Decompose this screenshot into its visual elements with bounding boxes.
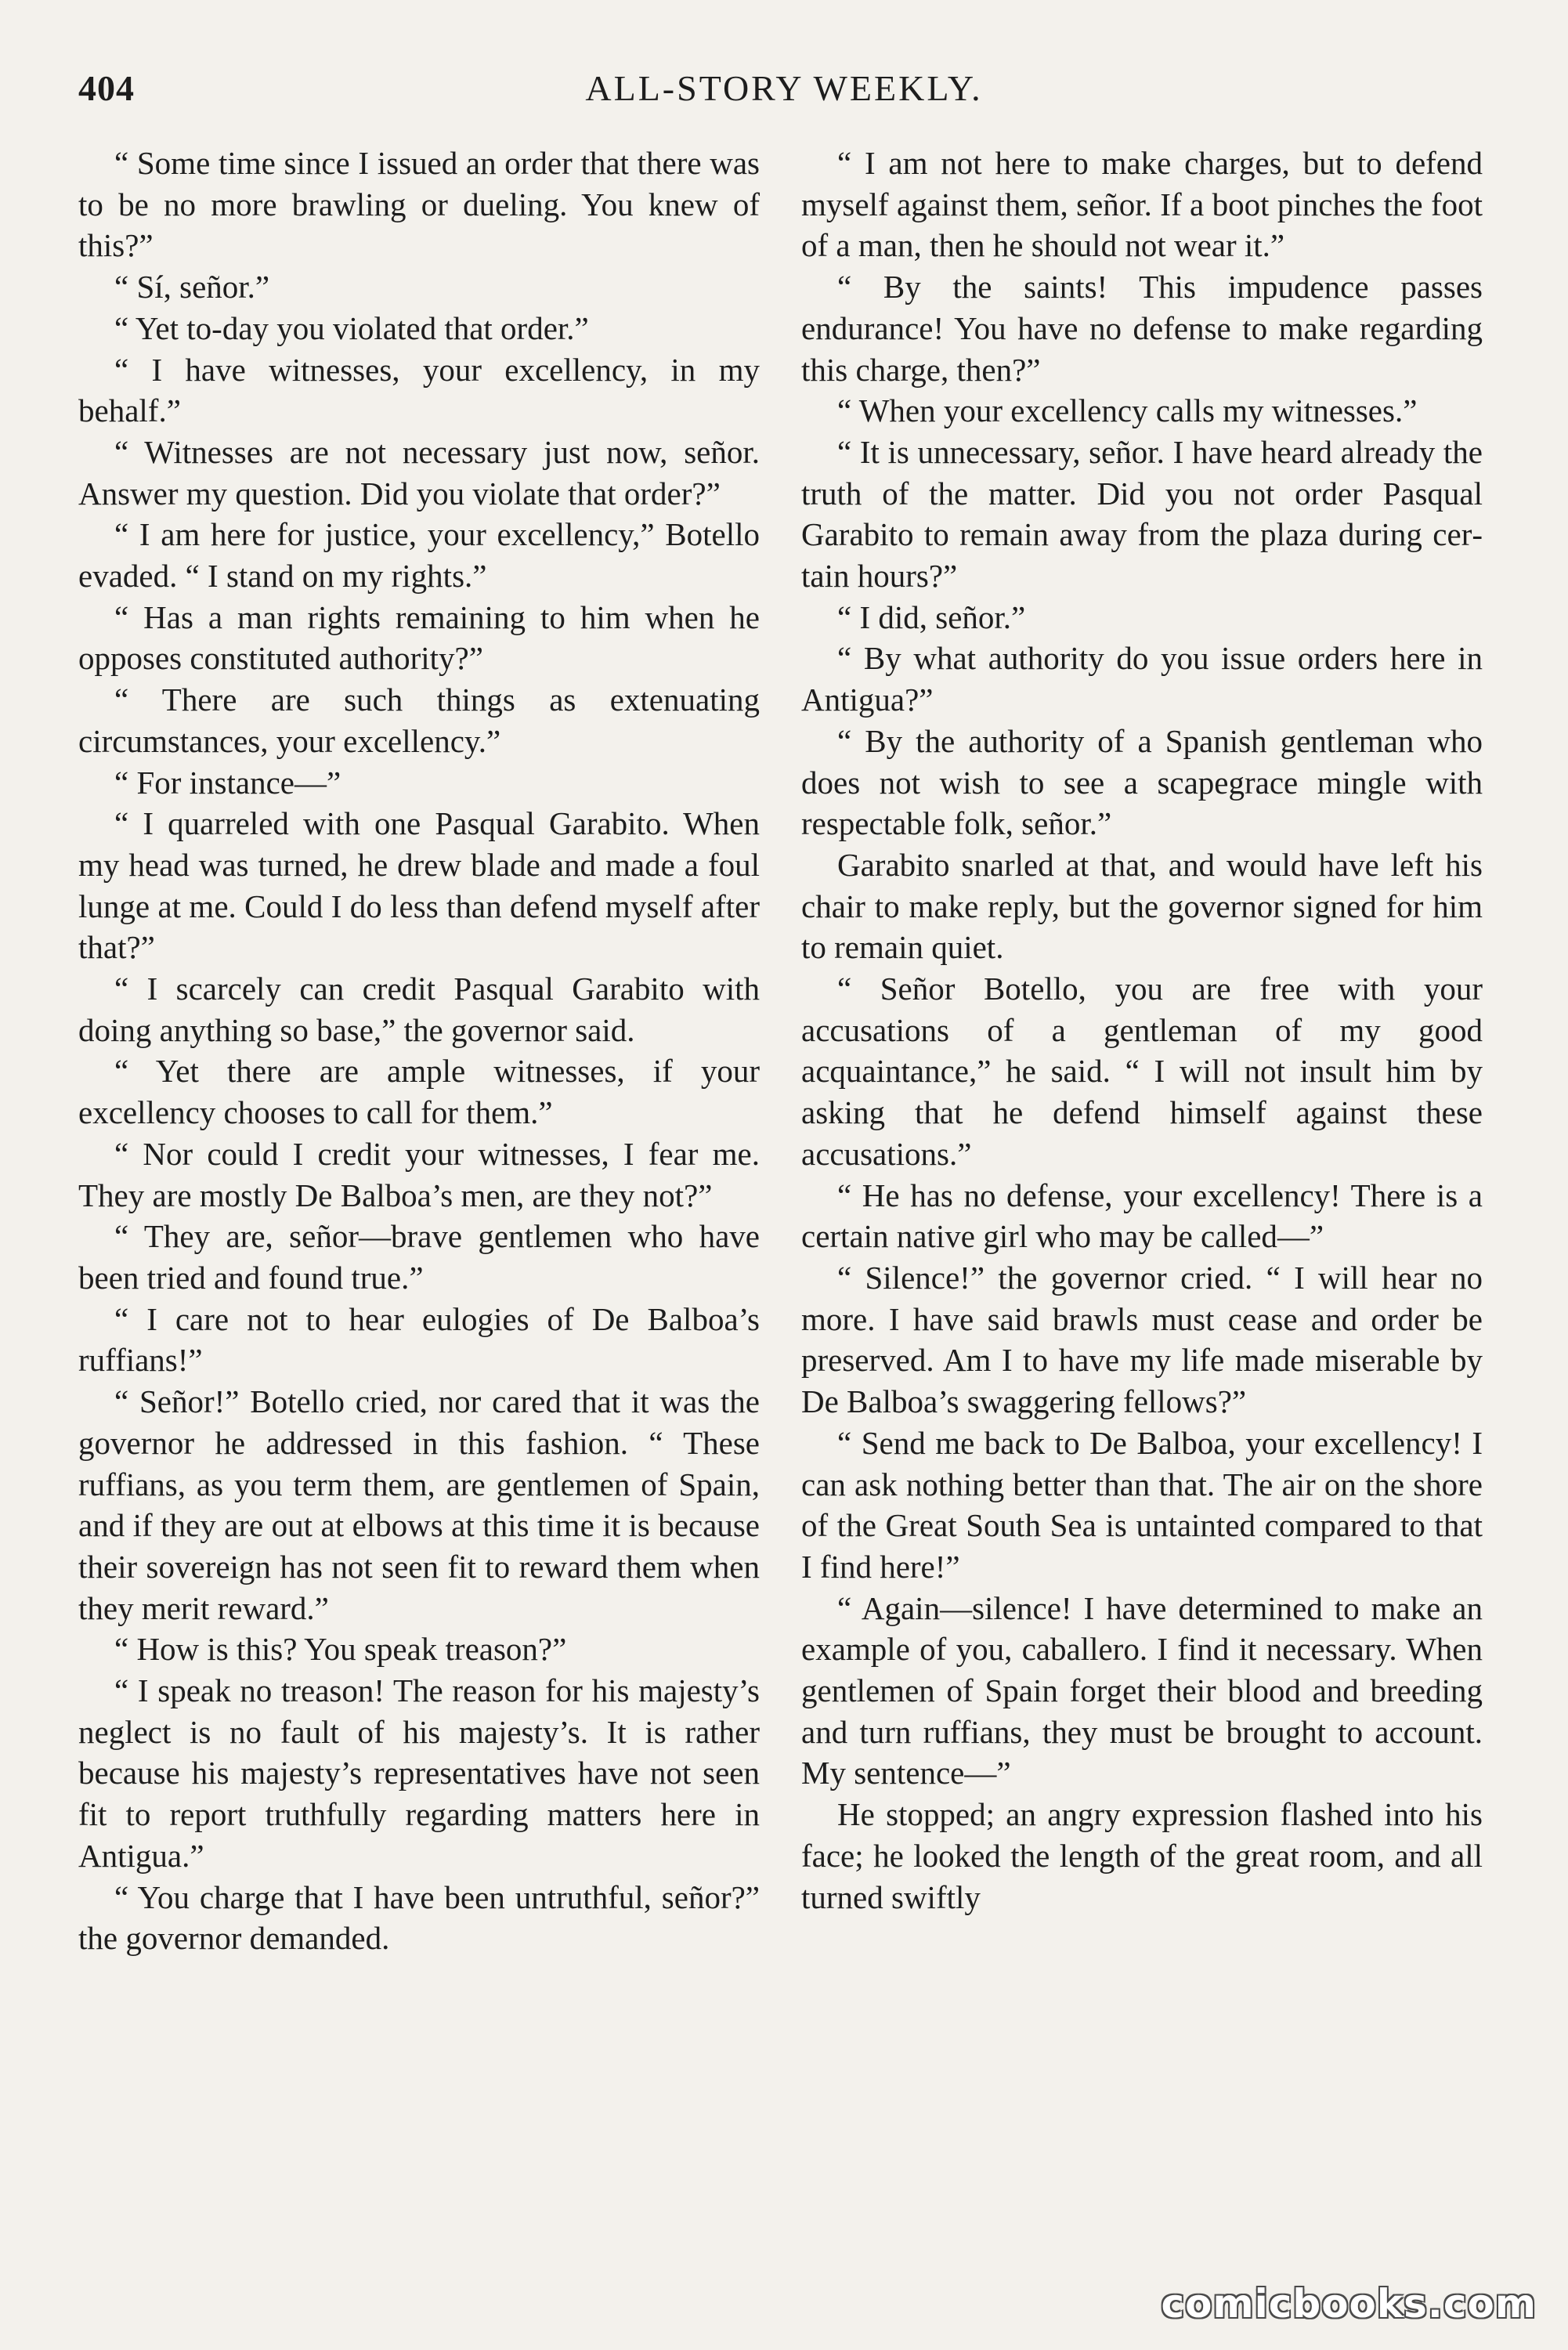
paragraph: “ Yet to-day you violated that order.” [114, 309, 589, 346]
paragraph: “ Yet there are ample witnesses, if your excellency chooses to call for them.” [78, 1053, 760, 1131]
watermark-logo: comicbooks.com [1161, 2281, 1537, 2326]
paragraph: “ Again—silence! I have determined to make an example of you, caballero. I find it necessary. When gentlemen of Spain forget their blood and breeding and turn ruffians, they must be brought to account. My sentence—” [801, 1589, 1483, 1791]
paragraph: “ He has no defense, your excellency! There is a certain native girl who may be called—” [801, 1177, 1483, 1255]
text-column-left [78, 143, 760, 1959]
paragraph: “ When your excellency calls my witnesses.” [837, 392, 1418, 429]
paragraph: “ They are, señor—brave gentlemen who have been tried and found true.” [78, 1218, 760, 1296]
paragraph: Garabito snarled at that, and would have left his chair to make reply, but the governor signed for him to remain quiet. [801, 846, 1483, 966]
page-header [0, 67, 1568, 122]
paragraph: “ Nor could I credit your witnesses, I fear me. They are mostly De Balboa’s men, are they not?” [78, 1135, 760, 1213]
page-number: 404 [78, 68, 135, 108]
paragraph: “ It is unnecessary, señor. I have heard already the truth of the matter. Did you not order Pasqual Garabito to remain away from the plaza during certain hours?” [801, 433, 1483, 595]
paragraph: “ By what authority do you issue orders here in Antigua?” [801, 640, 1483, 718]
paragraph: “ I scarcely can credit Pasqual Garabito with doing anything so base,” the governor said. [78, 971, 760, 1048]
paragraph: “ I am not here to make charges, but to defend myself against them, señor. If a boot pinches the foot of a man, then he should not wear it.” [801, 145, 1483, 264]
paragraph: “ By the authority of a Spanish gentleman who does not wish to see a scapegrace mingle with respectable folk, señor.” [801, 722, 1483, 842]
paragraph: “ You charge that I have been untruthful, señor?” the governor demanded. [78, 1878, 760, 1957]
paragraph: “ Señor Botello, you are free with your accusations of a gentleman of my good acquaintance,” he said. “ I will not insult him by asking that he defend himself against these accusations.” [801, 971, 1483, 1172]
paragraph: “ Silence!” the governor cried. “ I will hear no more. I have said brawls must cease and order be preserved. Am I to have my life made miserable by De Balboa’s swaggering fellows?” [801, 1259, 1483, 1420]
paragraph: “ By the saints! This impudence passes endurance! You have no defense to make regarding this charge, then?” [801, 269, 1483, 388]
paragraph: “ I have witnesses, your excellency, in my behalf.” [78, 351, 760, 429]
paragraph: “ Sí, señor.” [114, 269, 270, 306]
paragraph: “ I am here for justice, your excellency,” Botello evaded. “ I stand on my rights.” [78, 516, 760, 595]
paragraph: “ For instance—” [114, 764, 341, 801]
paragraph: “ Some time since I issued an order that there was to be no more brawling or dueling. You knew of this?” [78, 145, 760, 264]
running-title: ALL-STORY WEEKLY. [585, 68, 983, 108]
paragraph: “ Send me back to De Balboa, your excellency! I can ask nothing better than that. The air on the shore of the Great South Sea is untainted compared to that I find here!” [801, 1424, 1483, 1585]
paragraph: “ I did, señor.” [837, 598, 1026, 635]
paragraph: “ I speak no treason! The reason for his majesty’s neglect is no fault of his majesty’s. It is rather because his majesty’s representatives have not seen fit to report truthfully regarding matters here in Antigua.” [78, 1672, 760, 1874]
paragraph: “ How is this? You speak treason?” [114, 1631, 567, 1668]
paragraph: “ Has a man rights remaining to him when he opposes constituted authority?” [78, 598, 760, 677]
text-column-right [801, 143, 1483, 1918]
paragraph: He stopped; an angry expression flashed into his face; he looked the length of the great room, and all turned swiftly [801, 1796, 1483, 1915]
paragraph: “ I quarreled with one Pasqual Garabito. When my head was turned, he drew blade and made a foul lunge at me. Could I do less than defend myself after that?” [78, 805, 760, 966]
paragraph: “ Señor!” Botello cried, nor cared that it was the governor he addressed in this fashion. “ These ruffians, as you term them, are gentlemen of Spain, and if they are out at elbows at this time it is because their sovereign has not seen fit to reward them when they merit reward.” [78, 1383, 760, 1626]
paragraph: “ There are such things as extenuating circumstances, your excellency.” [78, 682, 760, 759]
paragraph: “ I care not to hear eulogies of De Balboa’s ruffians!” [78, 1300, 760, 1379]
paragraph: “ Witnesses are not necessary just now, señor. Answer my question. Did you violate that order?” [78, 433, 760, 512]
